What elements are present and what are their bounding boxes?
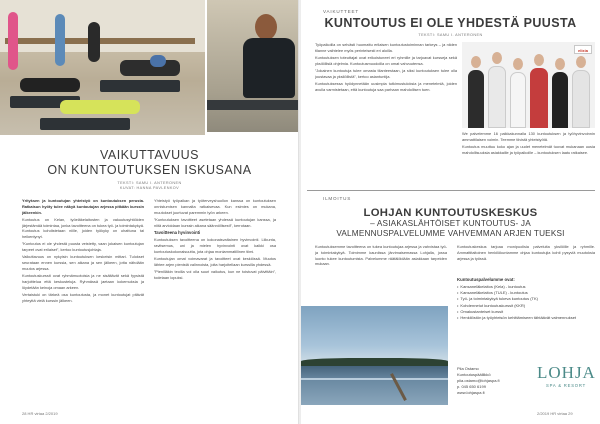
body-paragraph: We palvelemme 16 paikkakunnalla 130 kuntoutuksen ja työhyvinvoinnin ammattilaisen voimin. Teemme tiivistä yhteistyötä. bbox=[462, 131, 595, 142]
left-column-2 bbox=[154, 198, 276, 403]
contact-phone: p. 045 650 6199 bbox=[457, 384, 486, 389]
list-item: • Kansaneläkelaitos (TULE) - kuntoutus bbox=[457, 290, 597, 296]
body-paragraph: ”Jokainen kuntoutuja tulee omasta tilanteestaan, ja siksi kuntoutuksen tulee olla joustavaa ja yksilöllistä”, kertoo asiantuntija. bbox=[315, 67, 457, 79]
contact-name: Piia Ostamo bbox=[457, 366, 479, 371]
list-item: • Omakustanteiset kurssit bbox=[457, 309, 597, 315]
contact-role: Kuntoutuspäällikkö bbox=[457, 372, 491, 377]
body-paragraph: ”Kuntoutuksen tavoitteet asetetaan yhdessä kuntoutujan kanssa, ja niitä arvioidaan kurssin aikana säännöllisesti”, kerrotaan. bbox=[154, 216, 276, 228]
body-paragraph: Työpaikoilla on selvästi huomattu erilaisen kuntoutustoiminnan tarkeys – ja niiden tilanne vaihtelee myös perinteisesti eri aloilla. bbox=[315, 42, 457, 53]
list-item: • Työ- ja toimintakykyä tukeva kuntoutus (TK) bbox=[457, 296, 597, 302]
lead-paragraph: Yrityksen ja kuntoutujan yhteistyö on kuntoutuksen perusta. Ratkaisun hyöty tulee näkyä kuntoutujan arjessa pitkään kurssin jälkeenkin. bbox=[22, 198, 144, 215]
ad-subtitle-line2: VALMENNUSPALVELUMME VAHVEMMAN ARJEN TUEKSI bbox=[336, 229, 565, 238]
logo-tagline: SPA & RESORT bbox=[546, 383, 586, 388]
photo-credit: KUVAT: HANNA PAVLENKOV bbox=[119, 186, 180, 190]
body-paragraph: Kuntoutus muuttuu koko ajan ja uudet menetelmät tuovat mukanaan uusia mahdollisuuksia asiakkaille ja työpaikoille – kuntoutuksen laatu ratkaisee. bbox=[462, 143, 595, 155]
body-paragraph: Kuntoutuksemme tavoitteena on tukea kuntoutujaa arjessa ja vahvistaa työ- ja toimintakykyä. Toimimme kauniissa järvimaisemassa Lohjalla, jossa luonto tukee kuntoutumista. Palvelumme räätälöidään asiakkaan tarpeiden mukaan. bbox=[315, 244, 447, 267]
article-title: KUNTOUTUS EI OLE YHDESTÄ PUUSTA bbox=[324, 16, 577, 30]
article-title-line1: VAIKUTTAVUUS bbox=[99, 148, 200, 162]
section-tag: VAIKUTTEET bbox=[323, 9, 359, 14]
lake-pier-photo bbox=[301, 306, 448, 405]
ad-subtitle-line1: – ASIAKASLÄHTÖISET KUNTOUTUS- JA bbox=[370, 219, 531, 228]
services-list bbox=[457, 284, 597, 321]
contact-email[interactable]: piia.ostamo@lohjaspa.fi bbox=[457, 378, 500, 383]
right-column-2 bbox=[462, 131, 595, 185]
subheading: Tavoitteena hyvinvointi bbox=[154, 230, 201, 236]
sign-logo: elixia bbox=[574, 45, 592, 54]
list-item: • Kohdennetut kuntoutuskurssit (KKR) bbox=[457, 303, 597, 309]
contact-block bbox=[457, 366, 535, 396]
section-divider bbox=[307, 190, 595, 191]
ad-title: LOHJAN KUNTOUTUSKESKUS bbox=[363, 207, 538, 219]
right-column-1 bbox=[315, 42, 457, 184]
left-column-1 bbox=[22, 198, 144, 403]
body-paragraph: Yhteistyö työpaikan ja työterveyshuollon kanssa on kuntoutuksen onnistumisen kannalta ratkaisevaa. Kun esimies on mukana, muutokset juurtuvat paremmin työn arkeen. bbox=[154, 198, 276, 215]
body-paragraph: Kuntoutujan omat voimavarat ja tavoitteet ovat keskiössä. Muutos lähtee arjen pienistä valinnoista, joita harjoitellaan kurssilla yhdessä. bbox=[154, 255, 276, 267]
body-paragraph: ”Kuntoutus ei ole yhdestä puusta veistetty, vaan jokaisen kuntoutujan tarpeet ovat erilaiset”, kertoo kuntoutusjohtaja. bbox=[22, 241, 144, 253]
page-number-right: 2/2019 HR virtaa 29 bbox=[537, 411, 573, 416]
body-paragraph: Vertaistuki on tärkeä osa kuntoutusta, ja monet kuntoutujat pitävät yhteyttä vielä kurssin jälkeen. bbox=[22, 291, 144, 303]
body-paragraph: ”Pienilläkin teoilla voi olla suuri vaikutus, kun ne toistuvat päivittäin”, todetaan lopuksi. bbox=[154, 268, 276, 280]
ad-column-2 bbox=[457, 244, 595, 274]
article-title bbox=[0, 148, 299, 178]
article-title-line2: ON KUNTOUTUKSEN ISKUSANA bbox=[47, 163, 252, 177]
services-title: Kuntoutuspalvelumme ovat: bbox=[457, 277, 515, 282]
group-exercise-photo bbox=[0, 0, 205, 135]
section-tag-ad: ILMOITUS bbox=[323, 196, 352, 201]
contact-web[interactable]: www.lohjaspa.fi bbox=[457, 390, 485, 395]
body-paragraph: Kuntoutuksessa hyödynnetään uusimpia tutkimustuloksia ja menetelmiä, joiden avulla varmistetaan, että kuntoutuja saa parhaan mahdollisen tuen. bbox=[315, 80, 457, 92]
body-paragraph: Vaikuttavuus on nykyisin kuntoutuksen keskeisin mittari. Tulokset seurataan ennen kurssia, sen aikana ja sen jälkeen, jotta nähdään muutos arjessa. bbox=[22, 254, 144, 271]
ad-column-1 bbox=[315, 244, 447, 302]
list-item: • Kansaneläkelaitos (Kela) - kuntoutus bbox=[457, 284, 597, 290]
left-page bbox=[0, 0, 299, 424]
logo-wordmark: LOHJA bbox=[537, 363, 596, 382]
body-paragraph: Kuntoutuksen tavoitteena on kokonaisvaltainen hyvinvointi. Liikunta, ravitsemus, uni ja mielen hyvinvointi ovat kaikki osa kuntoutuskokonaisuutta, jota ohjaa moniammatillinen tiimi. bbox=[154, 237, 276, 254]
list-item: • Henkilöstön ja työyhteisön kehittämiseen tähtäävät valmennukset bbox=[457, 315, 597, 321]
page-number-left: 28 HR virtaa 2/2019 bbox=[22, 411, 58, 416]
lohja-spa-logo bbox=[537, 364, 595, 402]
right-page bbox=[301, 0, 600, 424]
exercise-detail-photo bbox=[207, 0, 299, 132]
body-paragraph: Kuntoutuskeskus tarjoaa monipuolisia palveluita yksilöille ja ryhmille. Ammattitaitoinen henkilökuntamme ohjaa kuntoutujia kohti pysyviä muutoksia arjessa ja työssä. bbox=[457, 244, 595, 261]
body-paragraph: Kuntoutuksen toteuttajat ovat erikoistuneet eri ryhmille ja tarjoavat kursseja sekä yksilöllisiä ohjelmia. Kuntoutusmuodoilla on omat vahvuutensa. bbox=[315, 54, 457, 66]
body-paragraph: Kuntoutus on Kelan, työeläkelaitosten ja vakuutusyhtiöiden järjestämää toimintaa, jonka tavoitteena on tukea työ- ja toimintakykyä. Kuntoutus kohdistetaan niille, joiden työkyky on uhattuna tai heikentynyt. bbox=[22, 216, 144, 240]
staff-group-photo bbox=[462, 42, 595, 128]
text-credit: TEKSTI: SAMU I. ANTERONEN bbox=[117, 181, 182, 185]
text-credit: TEKSTI: SAMU I. ANTERONEN bbox=[418, 33, 483, 37]
body-paragraph: Kuntoutuskurssit ovat ryhmämuotoisia ja ne sisältävät sekä fyysistä harjoittelua että keskusteluja. Ryhmässä jaetaan kokemuksia ja löydetään keinoja omaan arkeen. bbox=[22, 273, 144, 290]
